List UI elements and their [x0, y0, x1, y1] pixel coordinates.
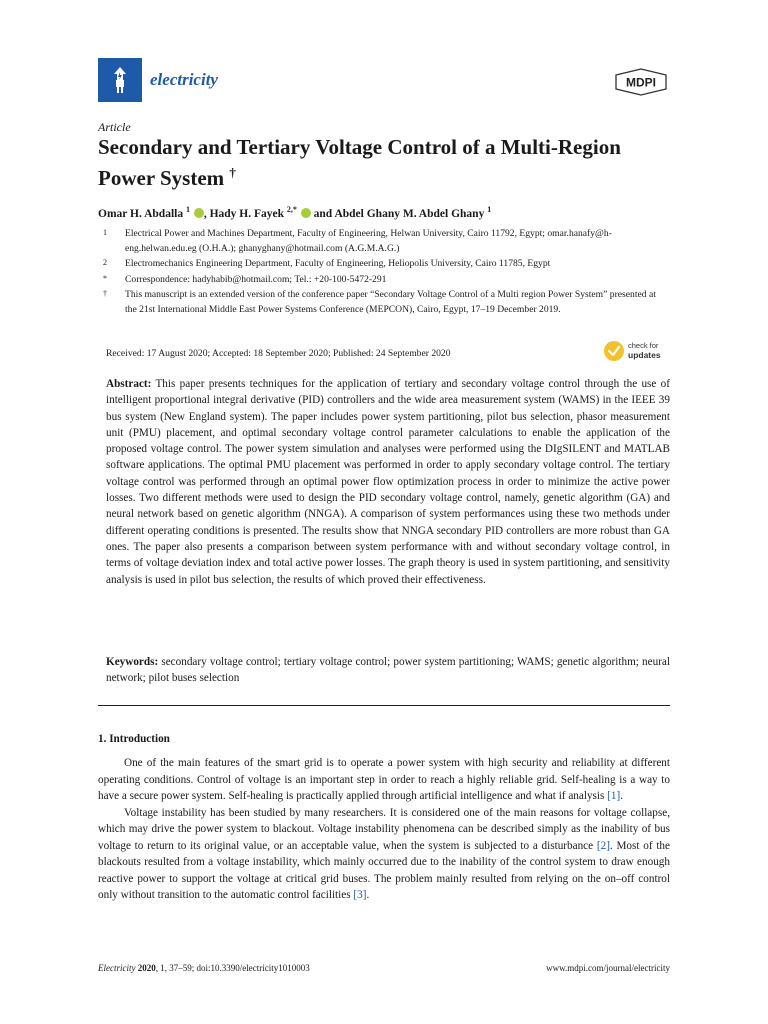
- author-affil-mark: 1: [185, 205, 190, 214]
- manuscript-note-item: [103, 287, 669, 317]
- paragraph: Voltage instability has been studied by many researchers. It is considered one of the main reasons for voltage collapse, which may drive the power system to blackout. Voltage instability phenomena can be described simply as the inability of bus voltage to return to its original value, or an acceptable value, when the system is subjected to a disturbance [2]. Most of the blackouts resulted from a voltage instability, which mainly occurred due to the inability of the control system to draw enough reactive power to support the voltage at critical grid buses. The problem mainly resulted from relying on the on–off control only without transition to the automatic control facilities [3].: [98, 806, 670, 901]
- check-updates-label: updates: [628, 350, 661, 360]
- check-updates-label: check for: [628, 341, 659, 350]
- correspondence-text: Correspondence: hadyhabib@hotmail.com; Tel.: +20-100-5472-291: [125, 273, 387, 285]
- introduction-body: [98, 755, 670, 904]
- correspondence-item: [103, 272, 669, 287]
- footer-doi: , 1, 37–59; doi:10.3390/electricity1010003: [155, 963, 310, 973]
- publisher-name: MDPI: [626, 75, 656, 90]
- divider: [98, 705, 670, 706]
- affiliation-text: Electromechanics Engineering Department, Faculty of Engineering, Heliopolis University, Cairo 11785, Egypt: [125, 258, 551, 270]
- title-text: Secondary and Tertiary Voltage Control of a Multi-Region Power System: [98, 135, 621, 190]
- article-type: Article: [98, 120, 131, 134]
- author-name: Hady H. Fayek: [209, 207, 285, 220]
- author-name: Omar H. Abdalla: [98, 207, 184, 220]
- section-heading: 1. Introduction: [98, 733, 170, 745]
- journal-name: electricity: [150, 70, 218, 89]
- orcid-icon[interactable]: [301, 208, 311, 218]
- footer-year: 2020: [137, 963, 156, 973]
- author-affil-mark: 2,*: [286, 205, 297, 214]
- manuscript-note-text: This manuscript is an extended version of the conference paper “Secondary Voltage Control of a Multi region Power System” presented at the 21st International Middle East Power Systems Conference (MEPCON), Cairo, Egypt, 17–19 December 2019.: [125, 288, 656, 316]
- title-footnote-mark: †: [229, 165, 236, 180]
- publication-dates: Received: 17 August 2020; Accepted: 18 September 2020; Published: 24 September 2020: [106, 348, 451, 359]
- citation-footer: [98, 963, 310, 973]
- affiliation-mark: †: [103, 288, 107, 298]
- affiliation-mark: 1: [103, 228, 107, 237]
- citation-link[interactable]: [3]: [353, 889, 367, 901]
- affiliation-text: Electrical Power and Machines Department, Faculty of Engineering, Helwan University, Cairo 11792, Egypt; omar.hanafy@h-eng.helwan.edu.eg (O.H.A.); ghanyghany@hotmail.com (A.G.M.A.G.): [125, 228, 612, 255]
- author-name: Abdel Ghany M. Abdel Ghany: [334, 207, 485, 220]
- affiliation-item: [103, 226, 669, 256]
- affiliations: [103, 226, 669, 317]
- affiliation-item: [103, 256, 669, 271]
- keywords-label: Keywords:: [106, 656, 159, 668]
- journal-logo-icon: [98, 58, 142, 102]
- author-list: Omar H. Abdalla $^1$ , Hady H. Fayek $^{2,*}$ and Abdel Ghany M. Abdel Ghany $^1$: [98, 205, 492, 220]
- affiliation-mark: 2: [103, 258, 107, 268]
- citation-link[interactable]: [1]: [607, 790, 621, 802]
- footer-journal: Electricity: [98, 963, 136, 973]
- abstract: [106, 376, 670, 588]
- abstract-label: Abstract:: [106, 378, 152, 390]
- journal-url[interactable]: www.mdpi.com/journal/electricity: [546, 963, 670, 973]
- orcid-icon[interactable]: [194, 208, 204, 218]
- paragraph: One of the main features of the smart grid is to operate a power system with high security and reliability at different operating conditions. Control of voltage is an important step in order to reach a highly reliable grid. Self-healing is a way to have a secure power system. Self-healing is practically applied through artificial intelligence and what if analysis [1].: [98, 757, 670, 802]
- article-title: [98, 134, 658, 191]
- citation-link[interactable]: [2]: [596, 839, 610, 852]
- mdpi-logo: [613, 68, 669, 96]
- keywords: [106, 654, 670, 687]
- author-affil-mark: 1: [487, 205, 492, 214]
- keywords-text: secondary voltage control; tertiary voltage control; power system partitioning; WAMS; genetic algorithm; neural network; pilot buses selection: [106, 656, 671, 685]
- check-for-updates-badge[interactable]: [603, 339, 673, 363]
- abstract-text: This paper presents techniques for the application of tertiary and secondary voltage control through the use of intelligent proportional integral derivative (PID) controllers and the wide area measurement system (WAMS) in the IEEE 39 bus system (New England system). The paper includes power system partitioning, pilot bus selection, phasor measurement unit (PMU) placement, and optimal secondary voltage control parameter calculations to enable the application of the proposed voltage control. The power system simulation and analyses were performed using the DIgSILENT and MATLAB software applications. The optimal PMU placement was performed in order to apply secondary voltage control. The tertiary voltage control was performed through an optimal power flow optimization process in order to minimize the active power losses. Two different methods were used to design the PID secondary voltage control, namely, genetic algorithm (GA) and neural network based on genetic algorithm (NNGA). A comparison of system performances using these two methods under different operating conditions is presented. The results show that NNGA secondary PID controllers are more robust than GA ones. The paper also presents a comparison between system performance with and without secondary voltage control, in terms of voltage deviation index and total active power losses. The graph theory is used in system partitioning, and sensitivity analysis is used in pilot bus selection, the results of which proved their effectiveness.: [106, 378, 670, 586]
- affiliation-mark: *: [103, 273, 107, 283]
